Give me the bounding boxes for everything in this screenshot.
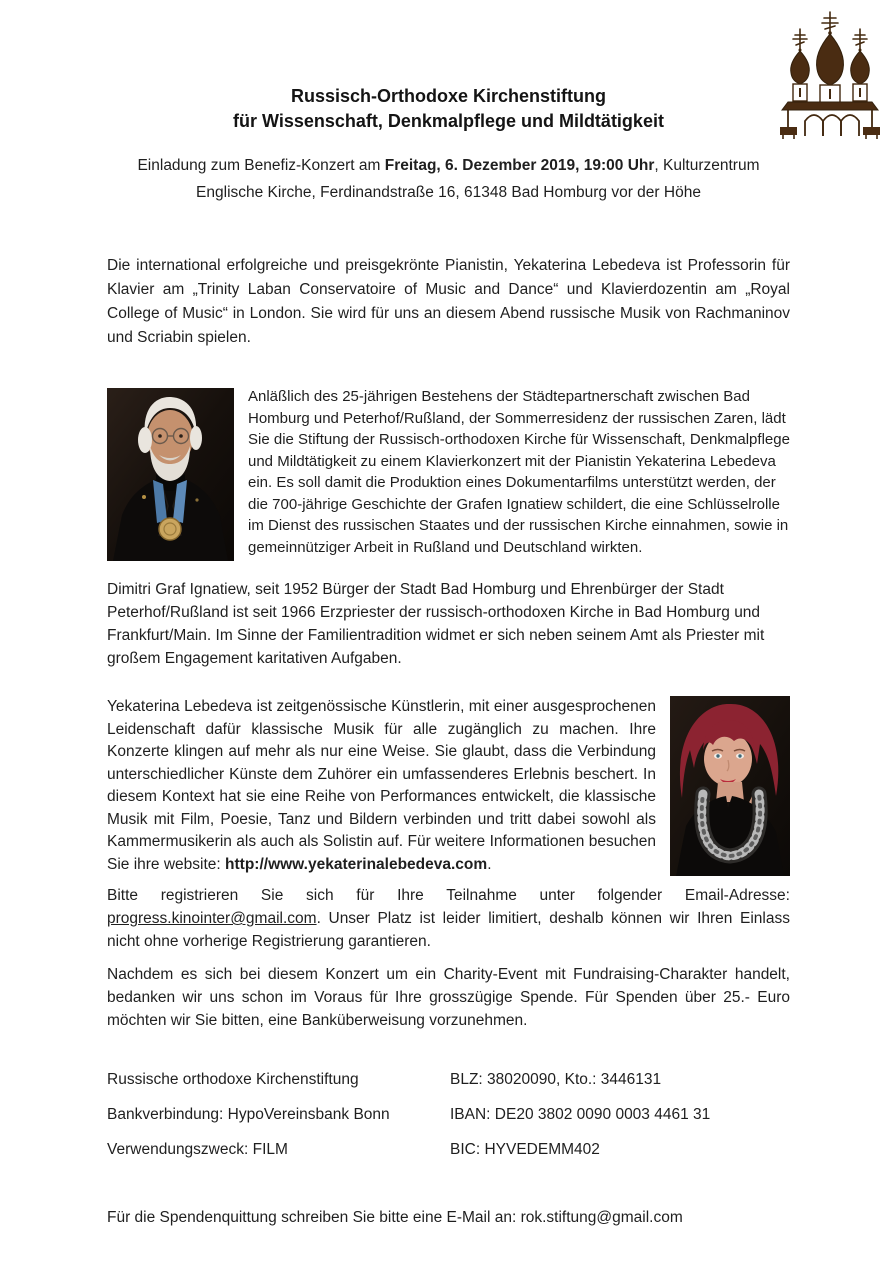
paragraph-dimitri: Dimitri Graf Ignatiew, seit 1952 Bürger der Stadt Bad Homburg und Ehrenbürger der Stadt Peterhof/Rußland ist seit 1966 Erzpriester der russisch-orthodoxen Kirche in Bad Homburg und Frankfurt/Main. Im Sinne der Familientradition widmet er sich neben seinem Amt als Priester mit großem Engagement karitativen Aufgaben. — [107, 581, 765, 667]
website-link[interactable]: http://www.yekaterinalebedeva.com — [225, 855, 488, 873]
bank-purpose: Verwendungszweck: FILM — [107, 1141, 288, 1158]
yekaterina-text: Yekaterina Lebedeva ist zeitgenössische Künstlerin, mit einer ausgesprochenen Leidenschaft dafür klassische Musik für alle zugänglich zu machen. Ihre Konzerte klingen auf mehr als nur eine Weise. Sie glaubt, dass die Verbindung unterschiedlicher Künste dem Zuhörer ein umfassenderes Erlebnis beschert. In diesem Kontext hat sie eine Reihe von Performances entwickelt, die klassische Musik mit Film, Poesie, Tanz und Bildern verbinden und tritt dabei sowohl als Kammermusikerin als auch als Solistin auf. Für weitere Informationen besuchen Sie ihre website: — [107, 698, 656, 873]
paragraph-registration — [107, 884, 790, 953]
donation-receipt-email: rok.stiftung@gmail.com — [520, 1209, 683, 1226]
page-title — [107, 84, 790, 134]
bank-connection: Bankverbindung: HypoVereinsbank Bonn — [107, 1106, 390, 1123]
footer-text: Für die Spendenquittung schreiben Sie bitte eine E-Mail an: — [107, 1209, 521, 1226]
paragraph-intro: Die international erfolgreiche und preisgekrönte Pianistin, Yekaterina Lebedeva ist Professorin für Klavier am „Trinity Laban Conservatoire of Music and Dance“ und Klavierdozentin am „Royal College of Music“ in London. Sie wird für uns an diesem Abend russische Musik von Rachmaninov und Scriabin spielen. — [107, 257, 790, 346]
invitation-line-2: Englische Kirche, Ferdinandstraße 16, 61348 Bad Homburg vor der Höhe — [196, 184, 701, 201]
website-period: . — [487, 855, 492, 873]
invitation-prefix: Einladung zum Benefiz-Konzert am — [137, 157, 385, 174]
title-line-2: für Wissenschaft, Denkmalpflege und Mildtätigkeit — [233, 111, 664, 131]
bank-iban: IBAN: DE20 3802 0090 0003 4461 31 — [450, 1106, 711, 1123]
registration-suffix: . Unser Platz ist leider limitiert, deshalb können wir Ihren Einlass nicht ohne vorherige Registrierung garantieren. — [107, 910, 790, 950]
russian-orthodox-church-icon — [775, 8, 885, 142]
portrait-dimitri-graf-ignatiew — [107, 388, 234, 561]
bank-details — [107, 1072, 790, 1158]
footer-note — [107, 1208, 790, 1228]
invitation-date-bold: Freitag, 6. Dezember 2019, 19:00 Uhr — [384, 157, 655, 174]
section-yekaterina — [107, 696, 790, 876]
portrait-yekaterina-lebedeva — [670, 696, 790, 876]
invitation-suffix: , Kulturzentrum — [654, 157, 760, 174]
registration-prefix: Bitte registrieren Sie sich für Ihre Teilnahme unter folgender Email-Adresse: — [107, 887, 790, 904]
invitation-text — [107, 152, 790, 206]
title-line-1: Russisch-Orthodoxe Kirchenstiftung — [290, 86, 607, 106]
paragraph-anniversary: Anläßlich des 25-jährigen Bestehens der Städtepartnerschaft zwischen Bad Homburg und Peterhof/Rußland, der Sommerresidenz der russischen Zaren, lädt Sie die Stiftung der Russisch-orthodoxen Kirche für Wissenschaft, Denkmalpflege und Mildtätigkeit zu einem Klavierkonzert mit der Pianistin Yekaterina Lebedeva ein. Es soll damit die Produktion eines Dokumentarfilms unterstützt werden, der die 700-jährige Geschichte der Grafen Ignatiew schildert, die eine Schlüsselrolle im Dienst des russischen Staates und der russischen Kirche einnahmen, sowie in gemeinnütziger Arbeit in Rußland und Deutschland wirkten. — [248, 388, 790, 556]
registration-email-link[interactable]: progress.kinointer@gmail.com — [107, 910, 317, 927]
bank-foundation-name: Russische orthodoxe Kirchenstiftung — [107, 1071, 359, 1088]
bank-blz-kto: BLZ: 38020090, Kto.: 3446131 — [450, 1071, 662, 1088]
document-content — [107, 0, 790, 1244]
bank-bic: BIC: HYVEDEMM402 — [450, 1141, 600, 1158]
paragraph-charity: Nachdem es sich bei diesem Konzert um ein Charity-Event mit Fundraising-Charakter handelt, bedanken wir uns schon im Voraus für Ihre grosszügige Spende. Für Spenden über 25.- Euro möchten wir Sie bitten, eine Banküberweisung vorzunehmen. — [107, 966, 790, 1029]
section-anniversary — [107, 386, 790, 563]
